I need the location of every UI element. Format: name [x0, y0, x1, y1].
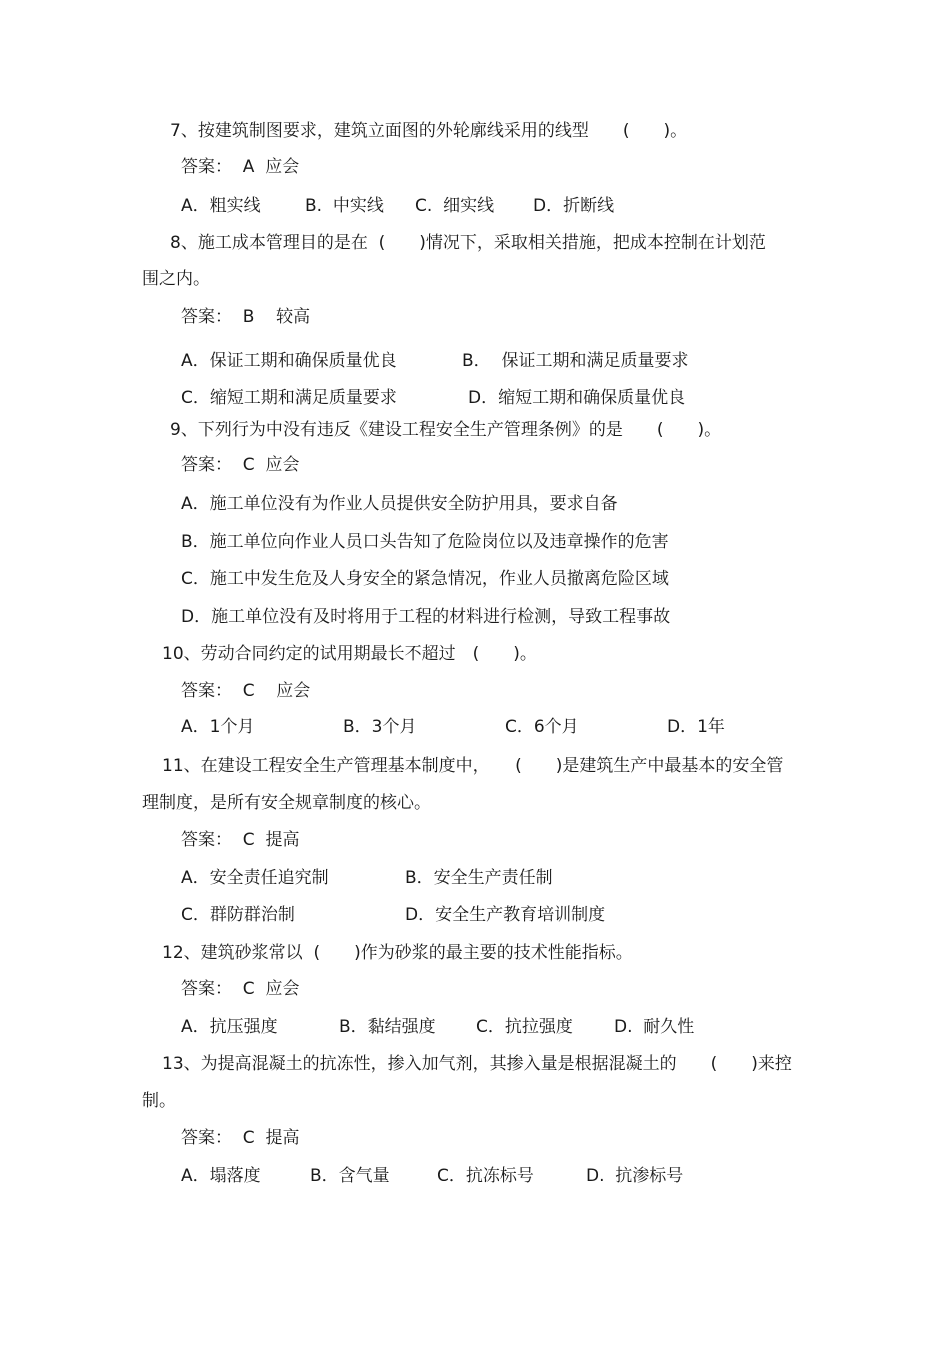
option-d: D．施工单位没有及时将用于工程的材料进行检测，导致工程事故	[181, 607, 671, 627]
answer-line: 答案： C 应会	[181, 979, 300, 999]
option-a: A．塌落度	[181, 1166, 261, 1186]
option-a: A．1个月	[181, 717, 255, 737]
question-text-cont: 制。	[142, 1091, 176, 1111]
option-d: D．1年	[667, 717, 725, 737]
option-c: C．抗拉强度	[476, 1017, 573, 1037]
answer-line: 答案： C 提高	[181, 830, 300, 850]
option-b: B． 保证工期和满足质量要求	[462, 351, 689, 371]
question-text: 13、为提高混凝土的抗冻性，掺入加气剂，其掺入量是根据混凝土的 ( )来控	[162, 1054, 792, 1074]
option-d: D．折断线	[533, 196, 615, 216]
option-b: B．安全生产责任制	[405, 868, 553, 888]
option-a: A．抗压强度	[181, 1017, 278, 1037]
option-b: B．3个月	[343, 717, 417, 737]
option-d: D. 耐久性	[614, 1017, 695, 1037]
question-text: 12、建筑砂浆常以 ( )作为砂浆的最主要的技术性能指标。	[162, 943, 633, 963]
option-a: A．施工单位没有为作业人员提供安全防护用具，要求自备	[181, 494, 618, 514]
question-text: 11、在建设工程安全生产管理基本制度中， ( )是建筑生产中最基本的安全管	[162, 756, 784, 776]
option-b: B．黏结强度	[339, 1017, 436, 1037]
question-text: 10、劳动合同约定的试用期最长不超过 ( )。	[162, 644, 537, 664]
option-c: C．群防群治制	[181, 905, 295, 925]
option-a: A．粗实线	[181, 196, 261, 216]
question-text: 7、按建筑制图要求，建筑立面图的外轮廓线采用的线型 ( )。	[170, 121, 688, 141]
option-d: D. 抗渗标号	[586, 1166, 684, 1186]
option-c: C．抗冻标号	[437, 1166, 534, 1186]
answer-line: 答案： C 应会	[181, 681, 311, 701]
answer-line: 答案： A 应会	[181, 157, 300, 177]
answer-line: 答案： C 应会	[181, 455, 300, 475]
question-text-cont: 围之内。	[142, 269, 210, 289]
option-b: B．施工单位向作业人员口头告知了危险岗位以及违章操作的危害	[181, 532, 669, 552]
option-c: C．6个月	[505, 717, 579, 737]
option-b: B．含气量	[310, 1166, 390, 1186]
option-c: C．缩短工期和满足质量要求	[181, 388, 397, 408]
option-d: D．安全生产教育培训制度	[405, 905, 606, 925]
question-text: 8、施工成本管理目的是在 ( )情况下，采取相关措施，把成本控制在计划范	[170, 233, 766, 253]
question-text: 9、下列行为中没有违反《建设工程安全生产管理条例》的是 ( )。	[170, 420, 722, 440]
option-b: B. 中实线	[305, 196, 384, 216]
answer-line: 答案： B 较高	[181, 307, 311, 327]
option-a: A．保证工期和确保质量优良	[181, 351, 397, 371]
question-text-cont: 理制度，是所有安全规章制度的核心。	[142, 793, 431, 813]
answer-line: 答案： C 提高	[181, 1128, 300, 1148]
option-c: C. 细实线	[415, 196, 495, 216]
option-d: D．缩短工期和确保质量优良	[468, 388, 686, 408]
option-c: C．施工中发生危及人身安全的紧急情况，作业人员撤离危险区域	[181, 569, 669, 589]
option-a: A．安全责任追究制	[181, 868, 329, 888]
